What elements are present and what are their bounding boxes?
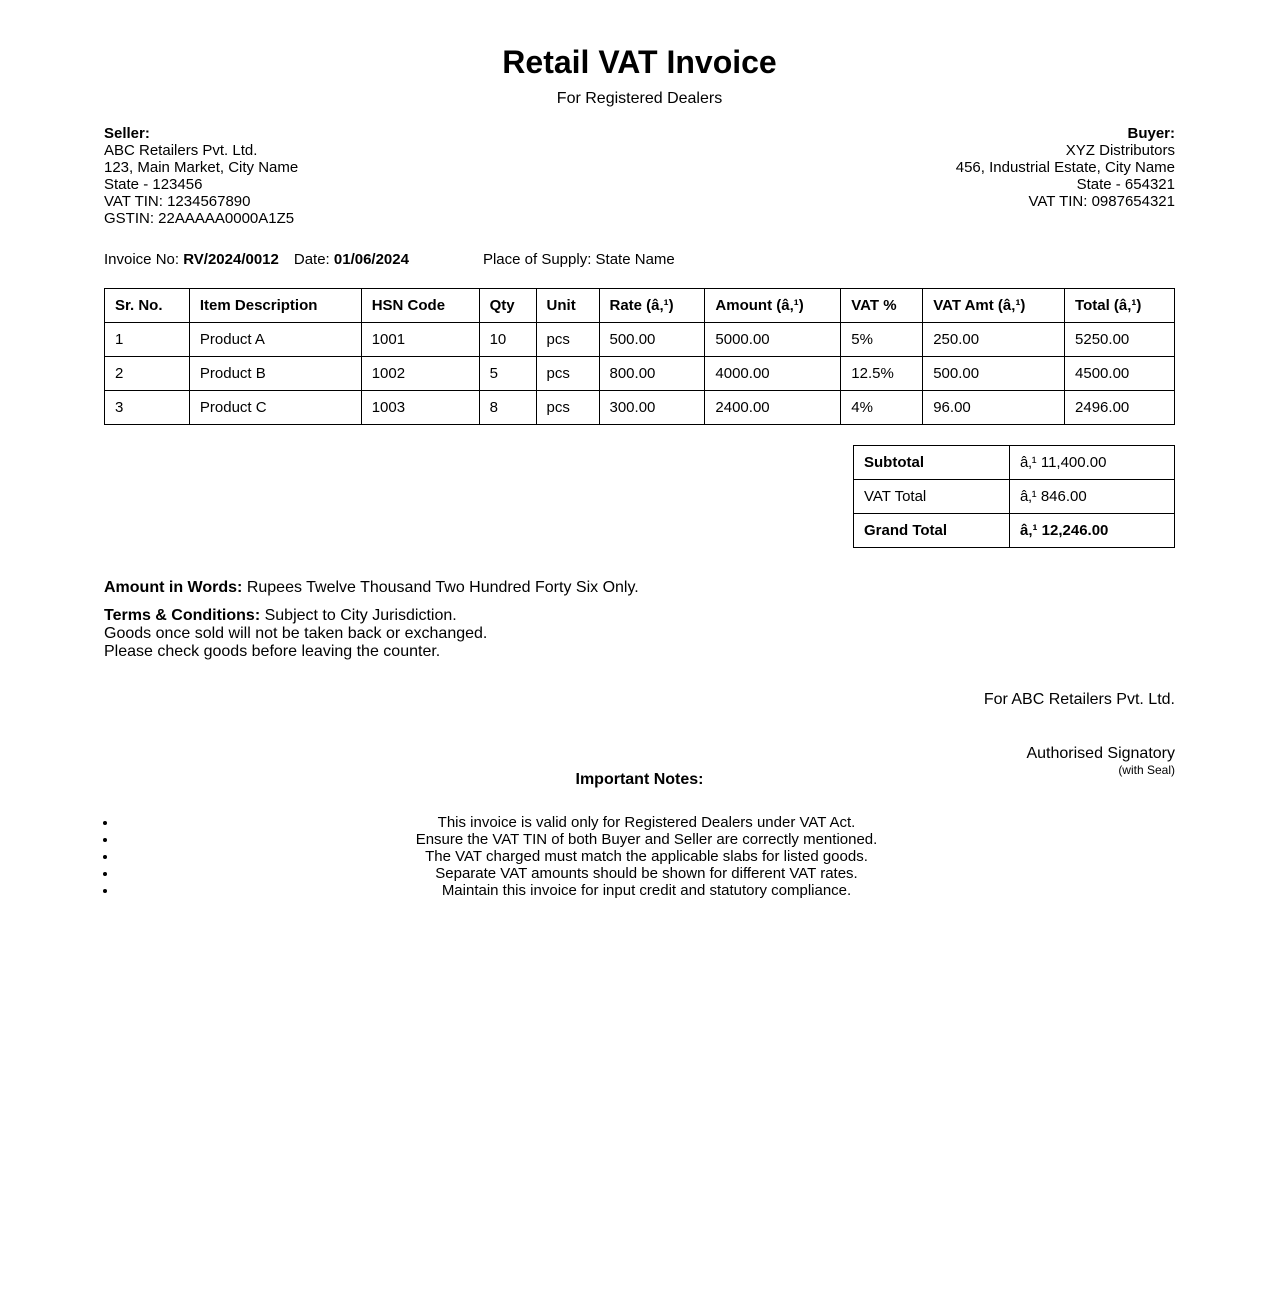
- seller-state: State - 123456: [104, 176, 203, 193]
- amount-in-words: [104, 579, 1175, 597]
- column-header: Sr. No.: [105, 289, 190, 323]
- seller-vat-tin: VAT TIN: 1234567890: [104, 193, 251, 210]
- terms-line-1: Subject to City Jurisdiction.: [264, 607, 457, 624]
- invoice-date-value: 01/06/2024: [333, 251, 409, 268]
- column-header: VAT %: [841, 289, 923, 323]
- table-cell: 5%: [841, 323, 923, 357]
- vat-total-value: â‚¹ 846.00: [1010, 480, 1175, 514]
- totals-table: [853, 445, 1175, 548]
- table-cell: Product B: [189, 357, 361, 391]
- table-cell: Product A: [189, 323, 361, 357]
- authorised-signatory: Authorised Signatory: [1026, 745, 1175, 762]
- table-cell: 4500.00: [1065, 357, 1175, 391]
- terms-line-2: Goods once sold will not be taken back or exchanged.: [104, 625, 488, 642]
- terms-label: Terms & Conditions:: [104, 607, 261, 624]
- table-cell: 5250.00: [1065, 323, 1175, 357]
- invoice-title: Retail VAT Invoice: [502, 44, 777, 80]
- column-header: Rate (â‚¹): [599, 289, 705, 323]
- table-cell: 1003: [361, 391, 479, 425]
- invoice-meta: [104, 251, 1175, 269]
- notes-title: Important Notes:: [575, 771, 704, 788]
- amount-in-words-label: Amount in Words:: [104, 579, 243, 596]
- place-of-supply-label: Place of Supply:: [482, 251, 592, 268]
- table-cell: 500.00: [599, 323, 705, 357]
- table-cell: 4%: [841, 391, 923, 425]
- table-cell: 250.00: [923, 323, 1065, 357]
- terms-line-3: Please check goods before leaving the counter.: [104, 643, 441, 660]
- table-cell: 800.00: [599, 357, 705, 391]
- column-header: Unit: [536, 289, 599, 323]
- table-cell: 5: [479, 357, 536, 391]
- list-item: • Maintain this invoice for input credit and statutory compliance.: [118, 882, 1175, 899]
- table-cell: 1001: [361, 323, 479, 357]
- table-row: [105, 323, 1175, 357]
- grand-total-row: [854, 514, 1175, 548]
- table-cell: 12.5%: [841, 357, 923, 391]
- items-header-row: [105, 289, 1175, 323]
- list-item: • The VAT charged must match the applicable slabs for listed goods.: [118, 848, 1175, 865]
- table-row: [105, 357, 1175, 391]
- seller-address: 123, Main Market, City Name: [104, 159, 299, 176]
- table-cell: 500.00: [923, 357, 1065, 391]
- totals-section: [104, 445, 1175, 548]
- subtotal-row: [854, 446, 1175, 480]
- table-cell: 8: [479, 391, 536, 425]
- seller-block: [104, 125, 298, 227]
- place-of-supply-value: State Name: [595, 251, 675, 268]
- invoice-subtitle: For Registered Dealers: [556, 90, 723, 107]
- table-cell: 2400.00: [705, 391, 841, 425]
- invoice-page: [104, 0, 1175, 899]
- table-row: [105, 391, 1175, 425]
- terms-section: [104, 607, 1175, 661]
- vat-total-label: VAT Total: [854, 480, 1010, 514]
- buyer-name: XYZ Distributors: [1065, 142, 1175, 159]
- seller-gstin: GSTIN: 22AAAAA0000A1Z5: [104, 210, 295, 227]
- seller-name: ABC Retailers Pvt. Ltd.: [104, 142, 258, 159]
- buyer-state: State - 654321: [1076, 176, 1175, 193]
- column-header: HSN Code: [361, 289, 479, 323]
- column-header: Total (â‚¹): [1065, 289, 1175, 323]
- table-cell: pcs: [536, 323, 599, 357]
- list-item: • This invoice is valid only for Registered Dealers under VAT Act.: [118, 814, 1175, 831]
- column-header: Amount (â‚¹): [705, 289, 841, 323]
- table-cell: Product C: [189, 391, 361, 425]
- invoice-no-label: Invoice No:: [104, 251, 180, 268]
- table-cell: 1002: [361, 357, 479, 391]
- table-cell: pcs: [536, 357, 599, 391]
- table-cell: 96.00: [923, 391, 1065, 425]
- items-table: [104, 288, 1175, 425]
- list-item: • Ensure the VAT TIN of both Buyer and Seller are correctly mentioned.: [118, 831, 1175, 848]
- table-cell: 1: [105, 323, 190, 357]
- parties-section: [104, 125, 1175, 227]
- table-cell: 300.00: [599, 391, 705, 425]
- buyer-vat-tin: VAT TIN: 0987654321: [1028, 193, 1175, 210]
- table-cell: 3: [105, 391, 190, 425]
- vat-total-row: [854, 480, 1175, 514]
- column-header: Item Description: [189, 289, 361, 323]
- buyer-label: Buyer:: [1127, 125, 1175, 142]
- list-item: • Separate VAT amounts should be shown for different VAT rates.: [118, 865, 1175, 882]
- table-cell: pcs: [536, 391, 599, 425]
- column-header: Qty: [479, 289, 536, 323]
- notes-list: [104, 814, 1175, 899]
- amount-in-words-value: Rupees Twelve Thousand Two Hundred Forty Six Only.: [246, 579, 639, 596]
- seller-label: Seller:: [104, 125, 150, 142]
- subtotal-value: â‚¹ 11,400.00: [1010, 446, 1175, 480]
- buyer-address: 456, Industrial Estate, City Name: [955, 159, 1175, 176]
- grand-total-label: Grand Total: [854, 514, 1010, 548]
- table-cell: 4000.00: [705, 357, 841, 391]
- signature-company: For ABC Retailers Pvt. Ltd.: [983, 691, 1175, 708]
- table-cell: 5000.00: [705, 323, 841, 357]
- column-header: VAT Amt (â‚¹): [923, 289, 1065, 323]
- subtotal-label: Subtotal: [854, 446, 1010, 480]
- buyer-block: [956, 125, 1175, 227]
- table-cell: 2496.00: [1065, 391, 1175, 425]
- table-cell: 10: [479, 323, 536, 357]
- invoice-no-value: RV/2024/0012: [183, 251, 279, 268]
- grand-total-value: â‚¹ 12,246.00: [1010, 514, 1175, 548]
- table-cell: 2: [105, 357, 190, 391]
- seal-note: (with Seal): [1118, 763, 1175, 777]
- invoice-date-label: Date:: [293, 251, 330, 268]
